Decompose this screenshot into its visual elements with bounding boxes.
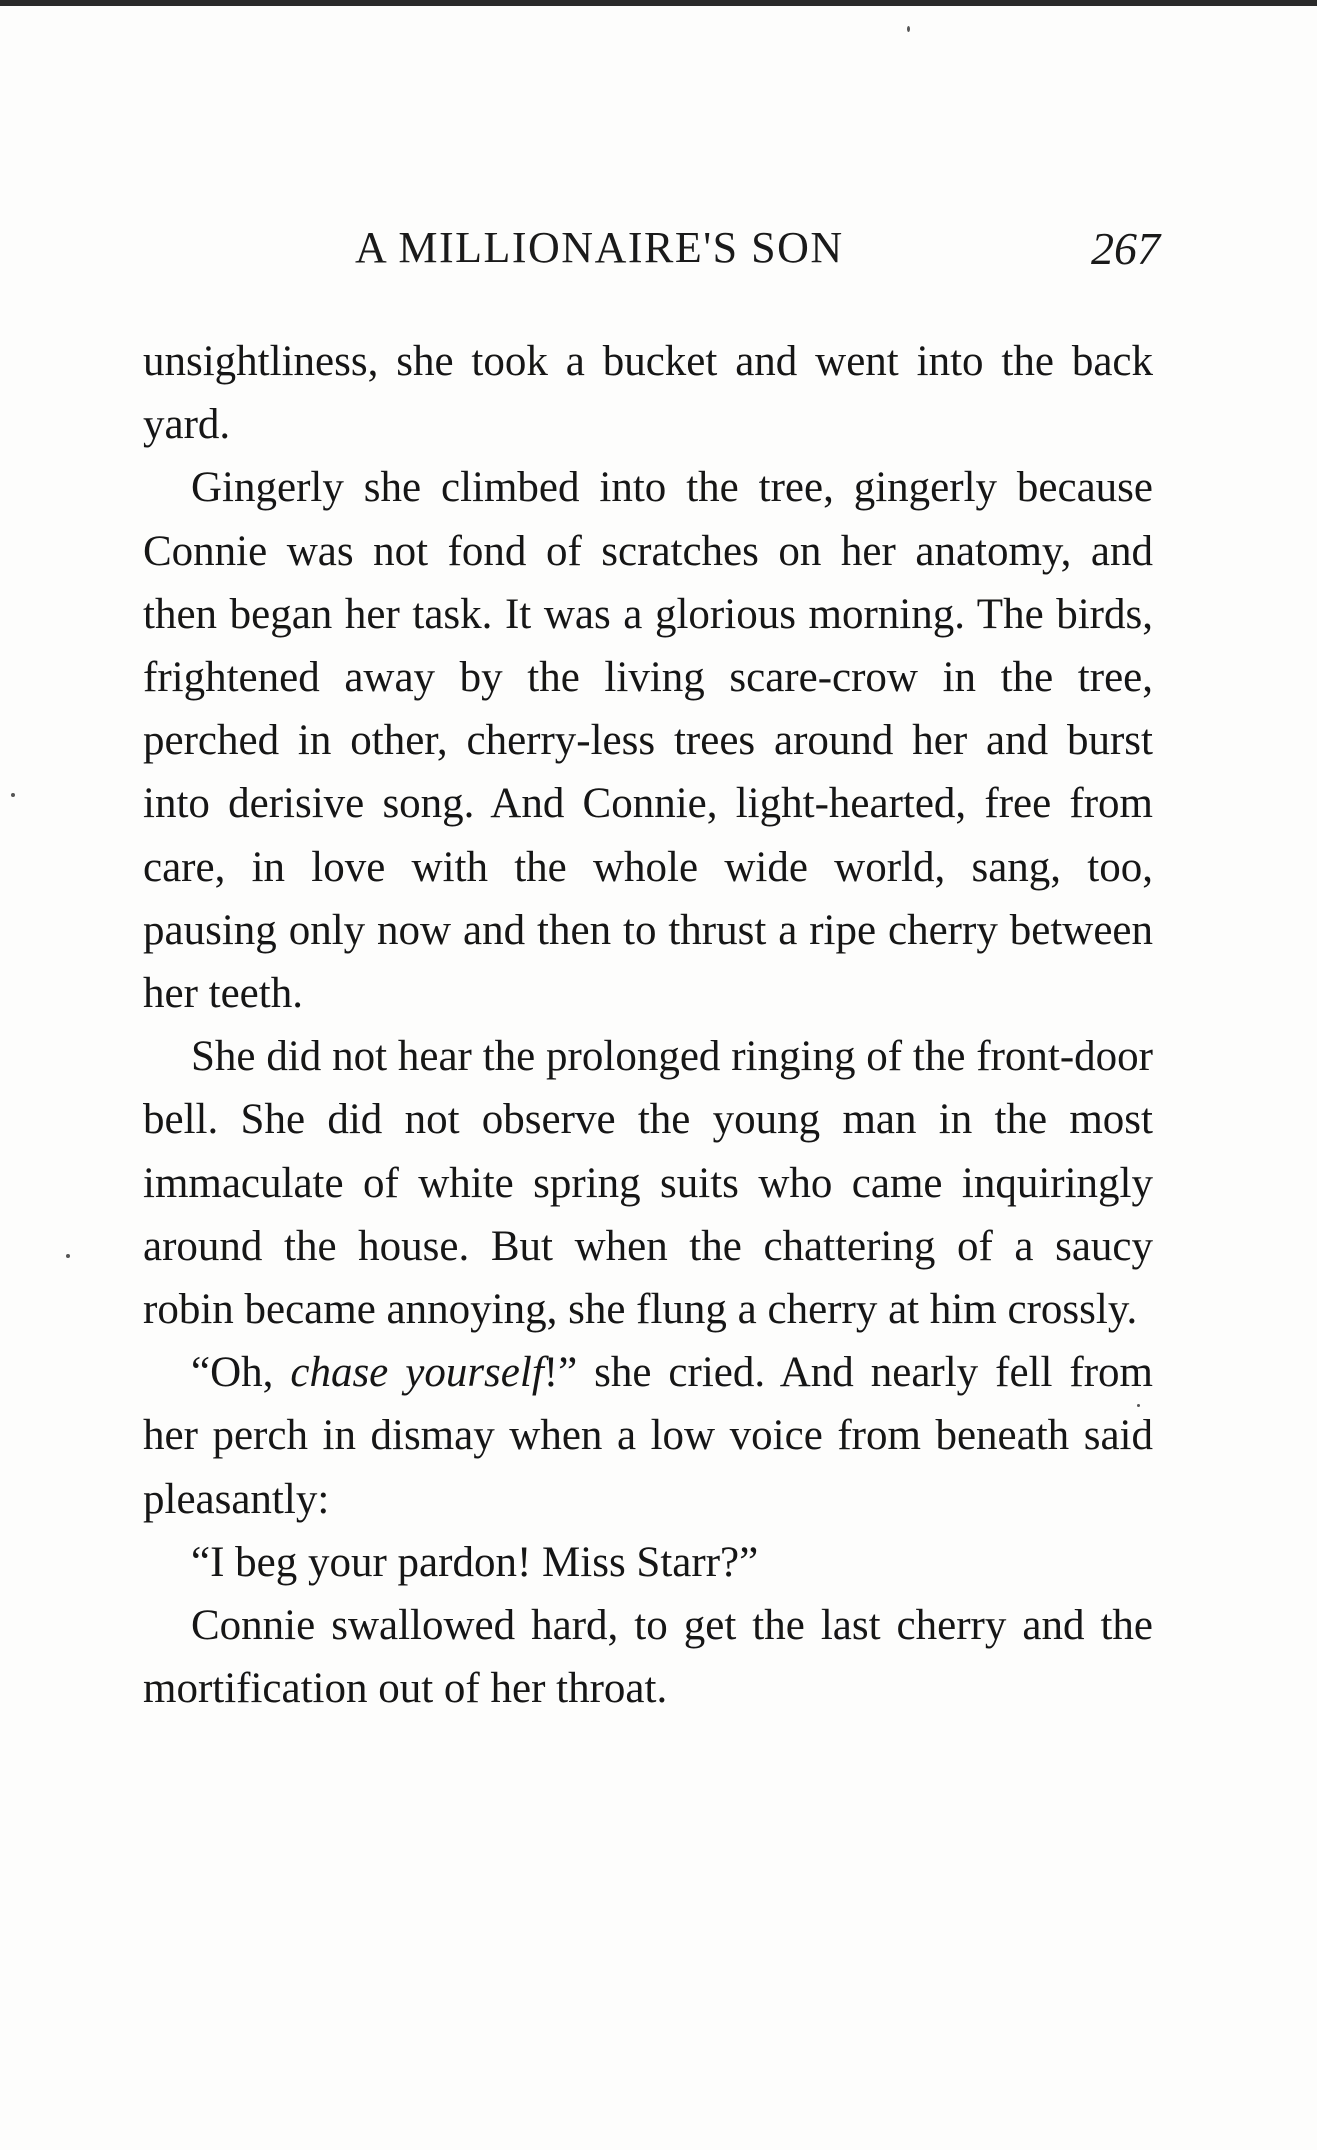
paragraph-1: unsightliness, she took a bucket and went into the back yard. xyxy=(143,338,1153,449)
paragraph-4: “Oh, chase yourself!” she cried. And nearly fell from her perch in dismay when a low voice from beneath said pleasantly: xyxy=(143,1349,1153,1523)
ink-speck xyxy=(1137,1404,1140,1407)
paragraph-3: She did not hear the prolonged ringing of the front-door bell. She did not observe the young man in the most immaculate of white spring suits who came inquiringly around the house. But when the chattering of a saucy robin became annoying, she flung a cherry at him crossly. xyxy=(143,1033,1153,1334)
ink-speck xyxy=(66,1254,70,1258)
paragraph-5: “I beg your pardon! Miss Starr?” xyxy=(191,1538,759,1586)
body-text xyxy=(143,330,1153,1720)
paragraph-2: Gingerly she climbed into the tree, gingerly because Connie was not fond of scratches on her anatomy, and then began her task. It was a glorious morning. The birds, frightened away by the living scare-crow in the tree, perched in other, cherry-less trees around her and burst into derisive song. And Connie, light-hearted, free from care, in love with the whole wide world, sang, too, pausing only now and then to thrust a ripe cherry between her teeth. xyxy=(143,464,1153,1018)
page-top-edge xyxy=(0,0,1317,6)
paragraph-6: Connie swallowed hard, to get the last cherry and the mortification out of her throat. xyxy=(143,1602,1153,1713)
running-head: A MILLIONAIRE'S SON xyxy=(355,223,844,272)
emphasized-phrase: chase yourself xyxy=(290,1349,544,1397)
page-number: 267 xyxy=(1091,223,1160,274)
ink-speck xyxy=(11,793,15,797)
ink-speck xyxy=(907,26,910,32)
page-header xyxy=(140,222,1160,282)
